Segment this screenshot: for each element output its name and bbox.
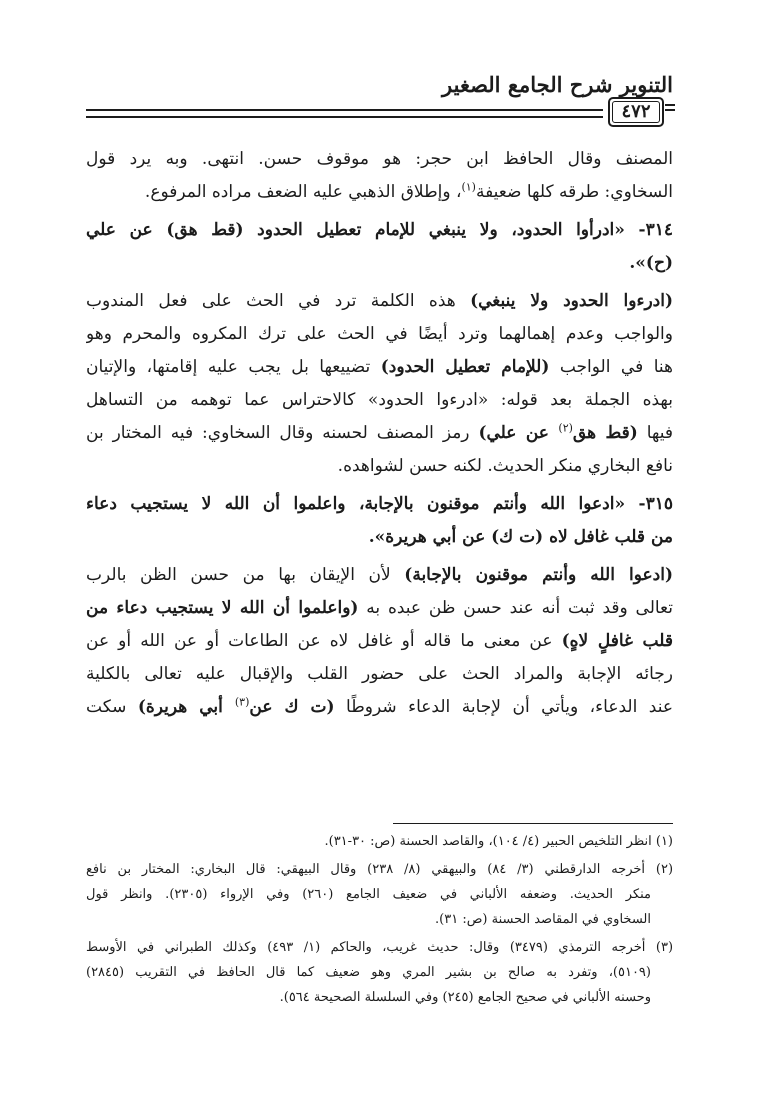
header-rule-top (86, 109, 603, 111)
footnote-1: (١) انظر التلخيص الحبير (٤/ ١٠٤)، والقاصد الحسنة (ص: ٣٠-٣١). (324, 834, 673, 849)
text-line: رجائه الإجابة والمراد الحث على حضور القلب والإقبال عليه تعالى بالكلية (86, 664, 673, 684)
hadith-314: ٣١٤- «ادرأوا الحدود، ولا ينبغي للإمام تعطيل الحدود (قط هق) عن علي (86, 220, 673, 240)
text-line: بهذه الجملة بعد قوله: «ادرءوا الحدود» كالاحتراس عما توهمه من التساهل (86, 390, 673, 410)
text-line: قلب غافلٍ لاهٍ) عن معنى ما قاله أو غافل لاه عن الطاعات أو عن الله أو عن (86, 631, 673, 651)
footnote-marker: (١) (461, 180, 476, 194)
hadith-315: ٣١٥- «ادعوا الله وأنتم موقنون بالإجابة، واعلموا أن الله لا يستجيب دعاء (86, 494, 673, 514)
footnote-marker: (٣) (234, 695, 250, 709)
footnote-marker: (٢) (558, 421, 573, 435)
footnote-2-cont: السخاوي في المقاصد الحسنة (ص: ٣١). (435, 912, 651, 927)
header-ornament (665, 104, 675, 114)
footnote-separator (393, 823, 673, 824)
text-line: (ادرءوا الحدود ولا ينبغي) هذه الكلمة ترد في الحث على فعل المندوب (86, 291, 673, 311)
header-rule-bottom (86, 116, 603, 118)
footnote-3-cont: (٥١٠٩)، وتفرد به صالح بن بشير المري وهو ضعيف كما قال الحافظ في التقريب (٢٨٤٥) (86, 965, 651, 980)
text-line: تعالى وقد ثبت أنه عند حسن ظن عبده به (واعلموا أن الله لا يستجيب دعاء من (86, 598, 673, 618)
text-line: عند الدعاء، ويأتي أن لإجابة الدعاء شروطًا (ت ك عن$^{(٣)}$ أبي هريرة) سكت (86, 695, 673, 717)
text-line: والواجب وعدم إهمالهما وترد أيضًا في الحث على ترك المكروه والمحرم وهو (86, 324, 673, 344)
text-line: فيها (قط هق$^{(٢)}$ عن علي) رمز المصنف لحسنه وقال السخاوي: فيه المختار بن (86, 421, 673, 443)
footnotes (86, 829, 673, 1010)
hadith-314-end: (ح)». (629, 253, 673, 273)
footnote-3-cont: وحسنه الألباني في صحيح الجامع (٢٤٥) وفي السلسلة الصحيحة ٥٦٤). (279, 990, 651, 1005)
book-title: التنوير شرح الجامع الصغير (442, 72, 673, 97)
text-line: نافع البخاري منكر الحديث. لكنه حسن لشواهده. (337, 456, 673, 476)
main-text (86, 143, 673, 724)
text-line: هنا في الواجب (للإمام تعطيل الحدود) تضييعها بل يجب عليه إقامتها، والإتيان (86, 357, 673, 377)
text-line: (ادعوا الله وأنتم موقنون بالإجابة) لأن الإيقان بها من حسن الظن بالرب (86, 565, 673, 585)
footnote-2-cont: منكر الحديث. وضعفه الألباني في ضعيف الجامع (٢٦٠) وفي الإرواء (٢٣٠٥). وانظر قول (86, 887, 651, 902)
text-line: المصنف وقال الحافظ ابن حجر: هو موقوف حسن. انتهى. وبه يرد قول (86, 149, 673, 169)
footnote-2: (٢) أخرجه الدارقطني (٣/ ٨٤) والبيهقي (٨/ ٢٣٨) وقال البيهقي: قال البخاري: المختار بن نافع (86, 862, 673, 877)
footnote-3: (٣) أخرجه الترمذي (٣٤٧٩) وقال: حديث غريب، والحاكم (١/ ٤٩٣) وكذلك الطبراني في الأوسط (86, 940, 673, 955)
hadith-315-end: من قلب غافل لاه (ت ك) عن أبي هريرة». (368, 527, 673, 547)
page-number: ٤٧٢ (608, 97, 664, 127)
text-line: السخاوي: طرقه كلها ضعيفة$^{(١)}$، وإطلاق الذهبي عليه الضعف مراده المرفوع. (144, 180, 673, 202)
